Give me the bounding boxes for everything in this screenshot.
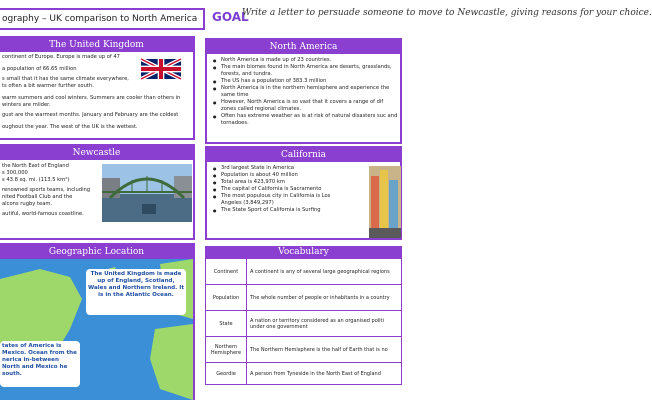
vocabulary-panel [205, 246, 402, 400]
newcastle-line: s 300,000 [2, 170, 28, 176]
newcastle-line: autiful, world-famous coastline. [2, 211, 84, 217]
north-america-panel [205, 38, 402, 144]
vocab-term: State [206, 311, 247, 337]
uk-line: winters are milder. [2, 102, 51, 108]
uk-heading: The United Kingdom [0, 38, 193, 52]
vocab-definition: A person from Tyneside in the North East of England [247, 363, 402, 385]
north-america-heading: North America [207, 40, 400, 54]
vocab-row [206, 259, 402, 285]
uk-line: gust are the warmest months. January and February are the coldest [2, 112, 179, 118]
newcastle-line: s 43.8 sq. mi. (113.5 km²) [2, 177, 70, 183]
uk-line: a population of 66.65 million [2, 66, 77, 72]
california-bullet: ● Total area is 423,970 km [209, 179, 349, 186]
california-bullet: ● Population is about 40 million [209, 172, 349, 179]
newcastle-line: the North East of England [2, 163, 69, 169]
vocab-definition: The whole number of people or inhabitants in a country [247, 285, 402, 311]
vocab-definition: The Northern Hemisphere is the half of Earth that is no [247, 337, 402, 363]
vocabulary-table [205, 258, 402, 385]
vocabulary-heading: Vocabulary [205, 246, 402, 258]
vocab-term: Population [206, 285, 247, 311]
na-bullet: ● The main biomes found in North America are deserts, grasslands, forests, and tundra. [209, 64, 398, 78]
na-bullet: ● However, North America is so vast that it covers a range of dif zones called regional climates. [209, 99, 398, 113]
vocab-row [206, 363, 402, 385]
vocab-term: Northern Hemisphere [206, 337, 247, 363]
uk-line: ts often a bit warmer further south. [2, 83, 94, 89]
union-flag-icon [141, 56, 181, 82]
goal-text: Write a letter to persuade someone to move to Newcastle, giving reasons for your choice. [242, 8, 652, 18]
vocab-term: Continent [206, 259, 247, 285]
tyne-bridge-photo [102, 164, 192, 222]
newcastle-line: nited Football Club and the [2, 194, 73, 200]
california-bullet: ● 3rd largest State in America [209, 165, 349, 172]
us-location-label: tates of America is Mexico. Ocean from the nerica in-between North and Mexico he south. [0, 341, 80, 387]
california-bullet: ● The State Sport of California is Surfing [209, 207, 349, 214]
california-bullet: ● The capital of California is Sacramento [209, 186, 349, 193]
newcastle-line: renowned sports teams, including [2, 187, 91, 193]
california-panel [205, 146, 402, 240]
geo-heading: Geographic Location [0, 245, 193, 259]
newcastle-panel [0, 144, 195, 240]
uk-line: warm summers and cool winters. Summers are cooler than others in [2, 95, 181, 101]
newcastle-heading: Newcastle [0, 146, 193, 160]
vocab-definition: A nation or territory considered as an organised politi under one government [247, 311, 402, 337]
vocab-definition: A continent is any of several large geographical regions [247, 259, 402, 285]
na-bullet: ● The US has a population of 383.3 million [209, 78, 398, 85]
california-heading: California [207, 148, 400, 162]
geo-panel [0, 243, 195, 400]
newcastle-line: alcons rugby team. [2, 201, 53, 207]
vocab-row [206, 311, 402, 337]
vocab-row [206, 285, 402, 311]
vocab-term: Geordie [206, 363, 247, 385]
vocab-row [206, 337, 402, 363]
uk-line: s small that it has the same climate everywhere, [2, 76, 129, 82]
uk-panel [0, 36, 195, 140]
na-bullet: ● North America is made up of 23 countries. [209, 57, 398, 64]
california-bullet: ● The most populous city in California is Los Angeles (3,849,297) [209, 193, 349, 207]
page-title: ography – UK comparison to North America [0, 8, 205, 30]
uk-line: continent of Europe. Europe is made up of 47 [2, 54, 120, 60]
uk-line: oughout the year. The west of the UK is the wettest. [2, 124, 138, 130]
uk-location-label: The United Kingdom is made up of England, Scotland, Wales and Northern Ireland. It is in the Atlantic Ocean. [86, 269, 186, 315]
goal-label: GOAL [212, 10, 249, 24]
na-bullet: ● North America is in the northern hemisphere and experience the same time [209, 85, 398, 99]
na-bullet: ● Often has extreme weather as is at risk of natural disasters suc and tornadoes. [209, 113, 398, 127]
california-photo [369, 166, 401, 238]
